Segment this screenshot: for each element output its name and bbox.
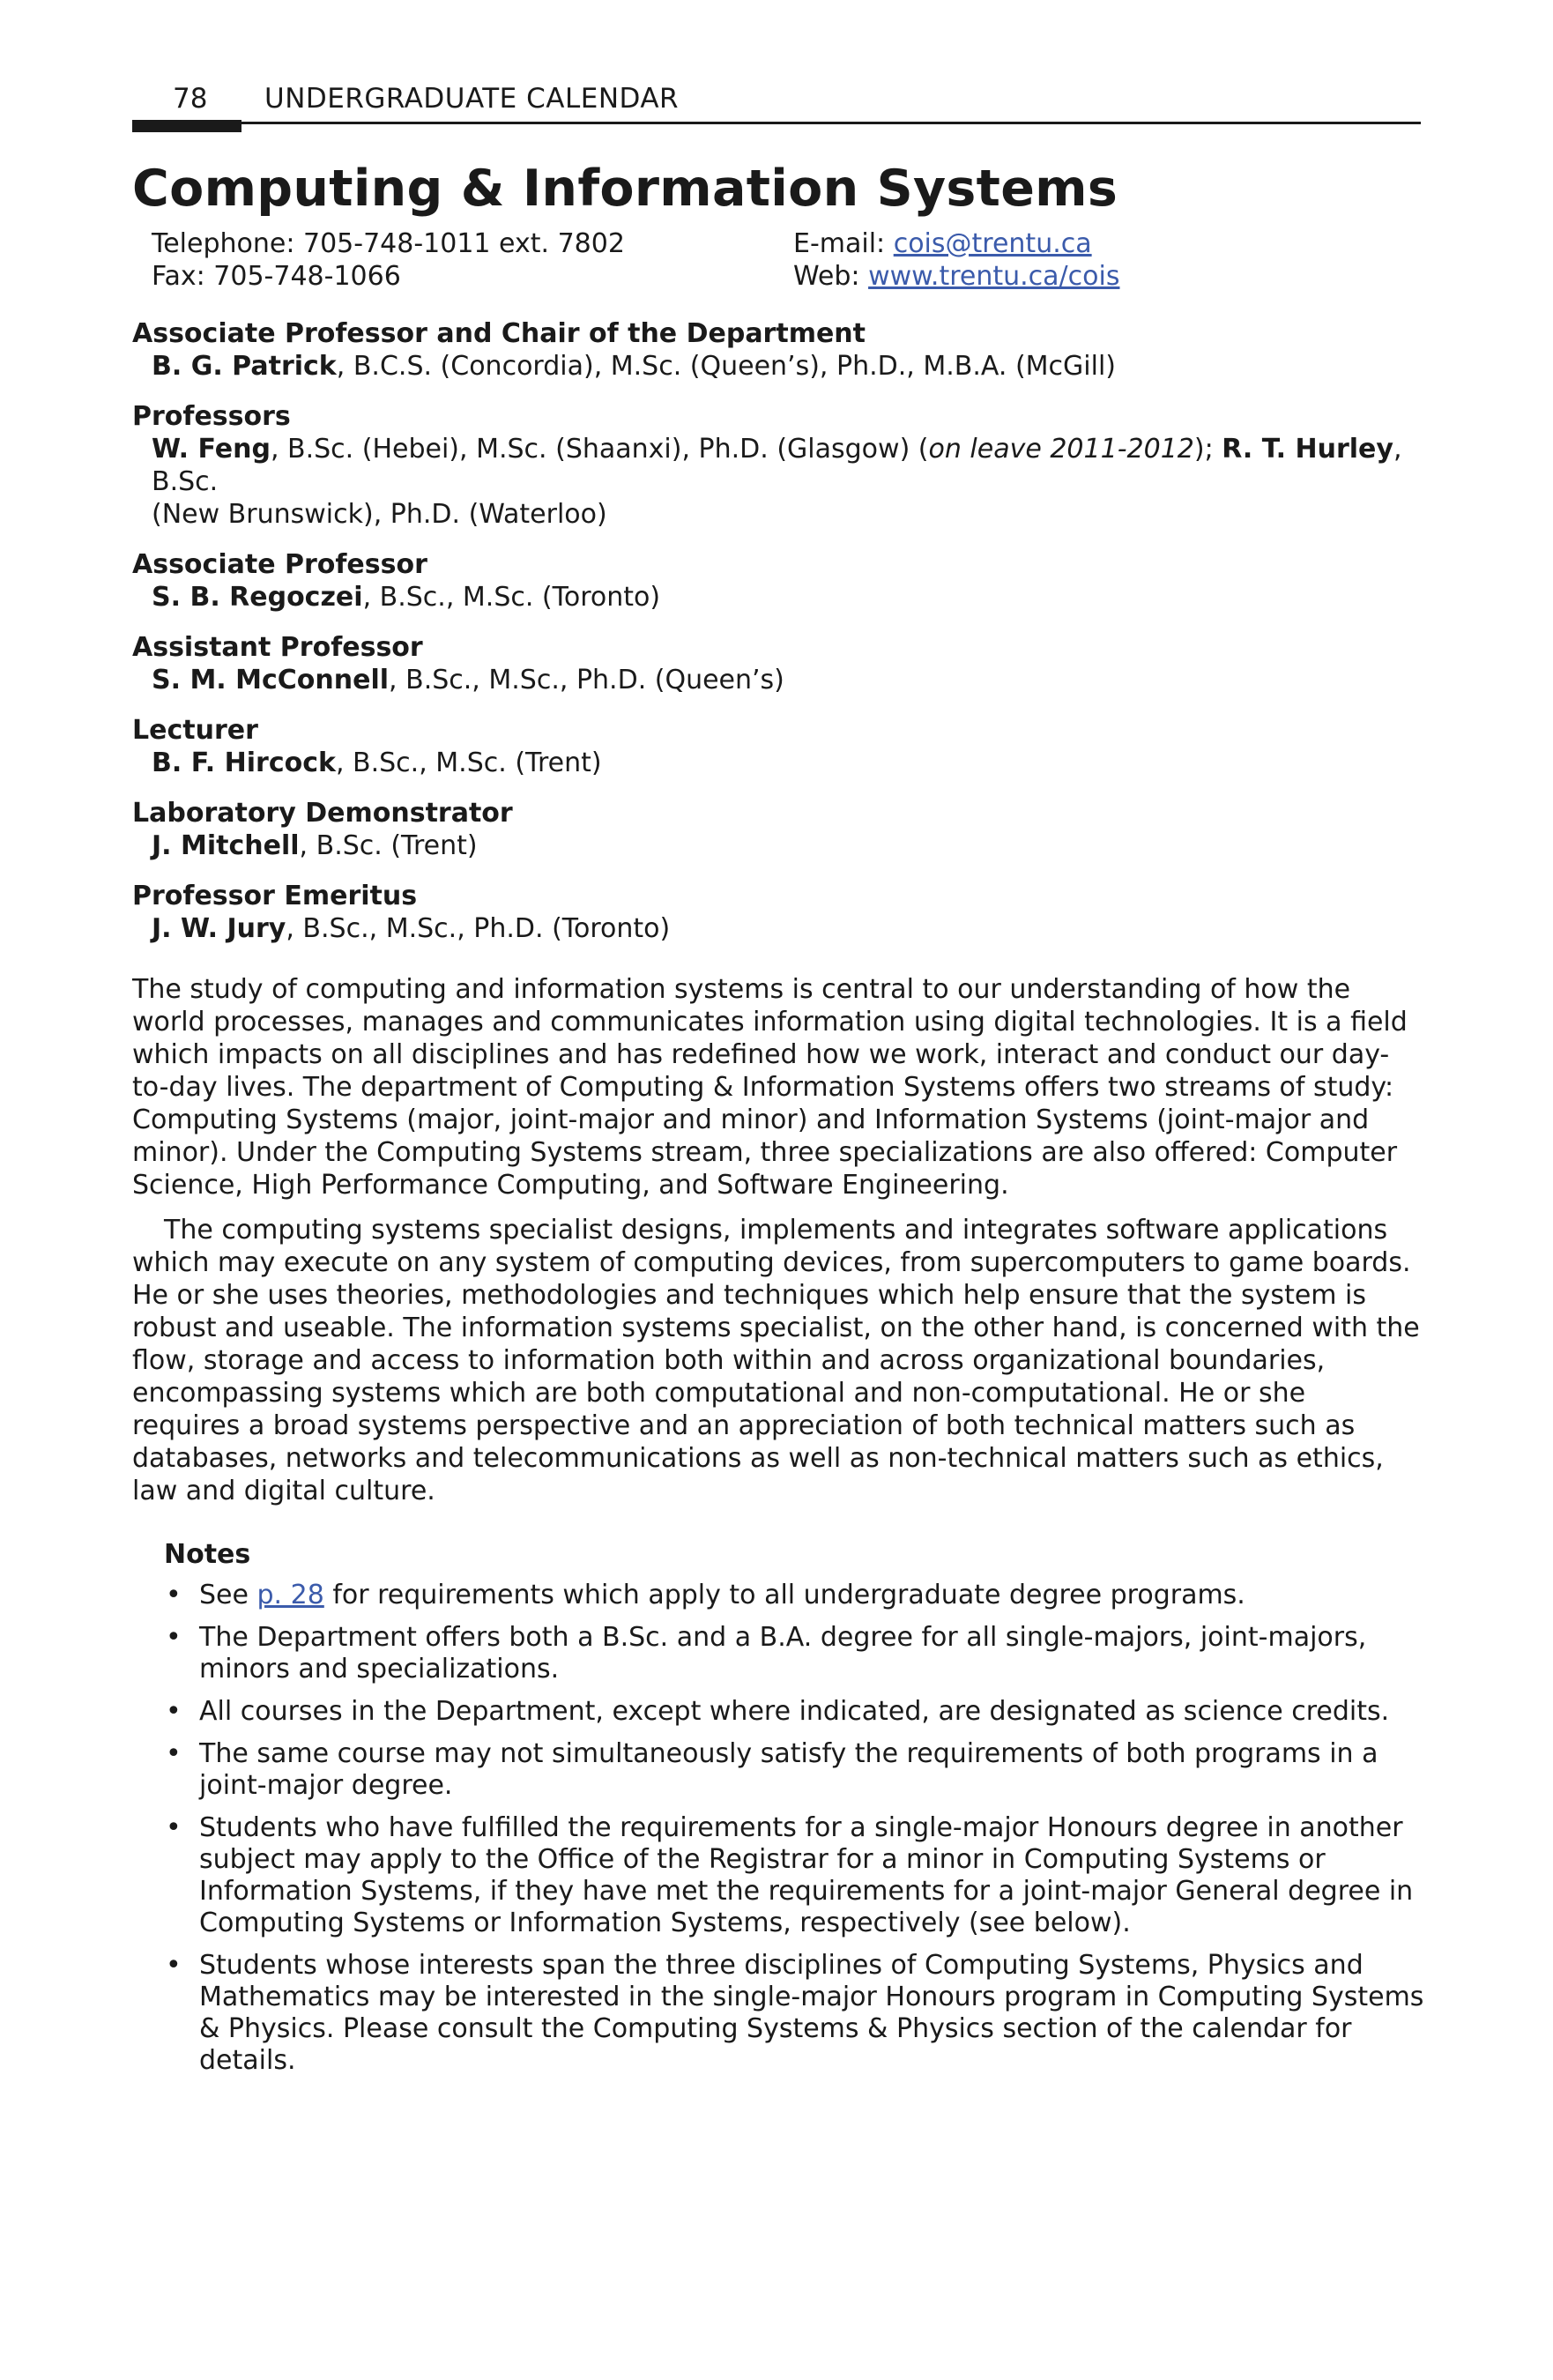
- faculty-group-assistant: [132, 631, 1421, 696]
- faculty-name: B. F. Hircock: [152, 747, 336, 778]
- note-text: for requirements which apply to all undergraduate degree programs.: [323, 1579, 1245, 1610]
- note-text: The Department offers both a B.Sc. and a B.A. degree for all single-majors, joint-majors, minors and specializations.: [199, 1621, 1367, 1685]
- email-link[interactable]: cois@trentu.ca: [893, 227, 1092, 259]
- faculty-group-chair: [132, 317, 1421, 383]
- list-item: [164, 1622, 1424, 1685]
- faculty-credentials: , B.C.S. (Concordia), M.Sc. (Queen’s), Ph.D., M.B.A. (McGill): [336, 350, 1116, 382]
- bullet-icon: •: [166, 1811, 182, 1843]
- page-link[interactable]: p. 28: [256, 1579, 324, 1610]
- faculty-entry: [132, 829, 1421, 862]
- faculty-entry-continued: (New Brunswick), Ph.D. (Waterloo): [152, 498, 607, 530]
- faculty-name: J. Mitchell: [152, 829, 300, 861]
- faculty-list: [132, 317, 1421, 945]
- note-text: All courses in the Department, except where indicated, are designated as science credits.: [199, 1695, 1390, 1727]
- faculty-heading: Professor Emeritus: [132, 880, 418, 911]
- bullet-icon: •: [166, 1695, 182, 1727]
- email-line: [793, 227, 1119, 260]
- faculty-name: B. G. Patrick: [152, 350, 337, 382]
- intro-paragraph: The study of computing and information systems is central to our understanding of how the world processes, manages and communicates information using digital technologies. It is a field which impacts on all disciplines and has redefined how we work, interact and conduct our day-to-day lives. The department of Computing & Information Systems offers two streams of study: Computing Systems (major, joint-major and minor) and Information Systems (joint-major and minor). Under the Computing Systems stream, three specializations are also offered: Computer Science, High Performance Computing, and Software Engineering.: [132, 973, 1408, 1201]
- header-rule: [132, 122, 1421, 124]
- leave-note: on leave 2011-2012: [928, 433, 1194, 465]
- faculty-group-lab: [132, 797, 1421, 862]
- list-item: [164, 1738, 1424, 1802]
- email-label: E-mail:: [793, 227, 894, 259]
- fax: Fax: 705-748-1066: [152, 260, 401, 292]
- notes-list: [164, 1579, 1424, 2077]
- faculty-heading: Assistant Professor: [132, 631, 423, 663]
- bullet-icon: •: [166, 1621, 182, 1653]
- notes-section: [132, 1537, 1424, 2077]
- calendar-page: [132, 79, 1424, 2087]
- faculty-heading: Laboratory Demonstrator: [132, 797, 513, 829]
- faculty-credentials: , B.Sc., M.Sc. (Trent): [335, 747, 602, 778]
- telephone: Telephone: 705-748-1011 ext. 7802: [152, 227, 625, 259]
- contact-block: [132, 227, 1421, 293]
- note-text: Students whose interests span the three disciplines of Computing Systems, Physics and Mathematics may be interested in the single-major Honours program in Computing Systems & Physics. Please consult the Computing Systems & Physics section of the calendar for details.: [199, 1949, 1424, 2076]
- faculty-name: S. M. McConnell: [152, 664, 390, 695]
- faculty-credentials: , B.Sc., M.Sc., Ph.D. (Queen’s): [389, 664, 784, 695]
- faculty-credentials: , B.Sc., M.Sc. (Toronto): [362, 581, 661, 613]
- faculty-credentials: , B.Sc.: [152, 433, 1402, 497]
- list-item: [164, 1580, 1424, 1611]
- faculty-heading: Lecturer: [132, 714, 258, 746]
- faculty-heading: Professors: [132, 400, 291, 432]
- bullet-icon: •: [166, 1949, 182, 1981]
- faculty-group-professors: [132, 400, 1421, 531]
- bullet-icon: •: [166, 1579, 182, 1610]
- faculty-credentials: );: [1193, 433, 1222, 465]
- faculty-credentials: , B.Sc. (Trent): [299, 829, 478, 861]
- web-link[interactable]: www.trentu.ca/cois: [868, 260, 1120, 292]
- faculty-group-emeritus: [132, 880, 1421, 945]
- faculty-heading: Associate Professor: [132, 548, 427, 580]
- list-item: [164, 1696, 1424, 1728]
- specialist-paragraph: The computing systems specialist designs, implements and integrates software applications which may execute on any system of computing devices, from supercomputers to game boards. He or she uses theories, methodologies and techniques which help ensure that the system is robust and useable. The information systems specialist, on the other hand, is concerned with the flow, storage and access to information both within and across organizational boundaries, encompassing systems which are both computational and non-computational. He or she requires a broad systems perspective and an appreciation of both technical matters such as databases, networks and telecommunications as well as non-technical matters such as ethics, law and digital culture.: [132, 1214, 1420, 1506]
- web-line: [793, 260, 1119, 293]
- page-number: 78: [173, 83, 208, 115]
- notes-heading: Notes: [164, 1538, 251, 1570]
- faculty-entry: [132, 747, 1421, 779]
- contact-phone-fax: [152, 227, 625, 293]
- bullet-icon: •: [166, 1737, 182, 1769]
- running-title: UNDERGRADUATE CALENDAR: [264, 83, 680, 115]
- faculty-name: J. W. Jury: [152, 912, 286, 944]
- page-header: [132, 79, 1421, 128]
- faculty-entry: [132, 581, 1421, 614]
- faculty-group-lecturer: [132, 714, 1421, 779]
- faculty-group-associate: [132, 548, 1421, 614]
- faculty-name: W. Feng: [152, 433, 271, 465]
- faculty-name: R. T. Hurley: [1222, 433, 1393, 465]
- web-label: Web:: [793, 260, 869, 292]
- note-text: The same course may not simultaneously satisfy the requirements of both programs in a joint-major degree.: [199, 1737, 1378, 1801]
- faculty-entry: [132, 664, 1421, 696]
- note-text: Students who have fulfilled the requirements for a single-major Honours degree in another subject may apply to the Office of the Registrar for a minor in Computing Systems or Information Systems, if they have met the requirements for a joint-major General degree in Computing Systems or Information Systems, respectively (see below).: [199, 1811, 1414, 1938]
- faculty-credentials: , B.Sc., M.Sc., Ph.D. (Toronto): [286, 912, 671, 944]
- faculty-heading: Associate Professor and Chair of the Department: [132, 317, 866, 349]
- faculty-entry: [132, 350, 1421, 383]
- faculty-entry: [132, 912, 1421, 945]
- section-title: Computing & Information Systems: [132, 160, 1118, 218]
- faculty-entry: [132, 433, 1421, 498]
- header-rule-accent: [132, 120, 241, 132]
- faculty-name: S. B. Regoczei: [152, 581, 363, 613]
- contact-email-web: [793, 227, 1119, 293]
- list-item: [164, 1950, 1424, 2077]
- note-text: See: [199, 1579, 257, 1610]
- list-item: [164, 1812, 1424, 1939]
- faculty-credentials: , B.Sc. (Hebei), M.Sc. (Shaanxi), Ph.D. (Glasgow) (: [270, 433, 929, 465]
